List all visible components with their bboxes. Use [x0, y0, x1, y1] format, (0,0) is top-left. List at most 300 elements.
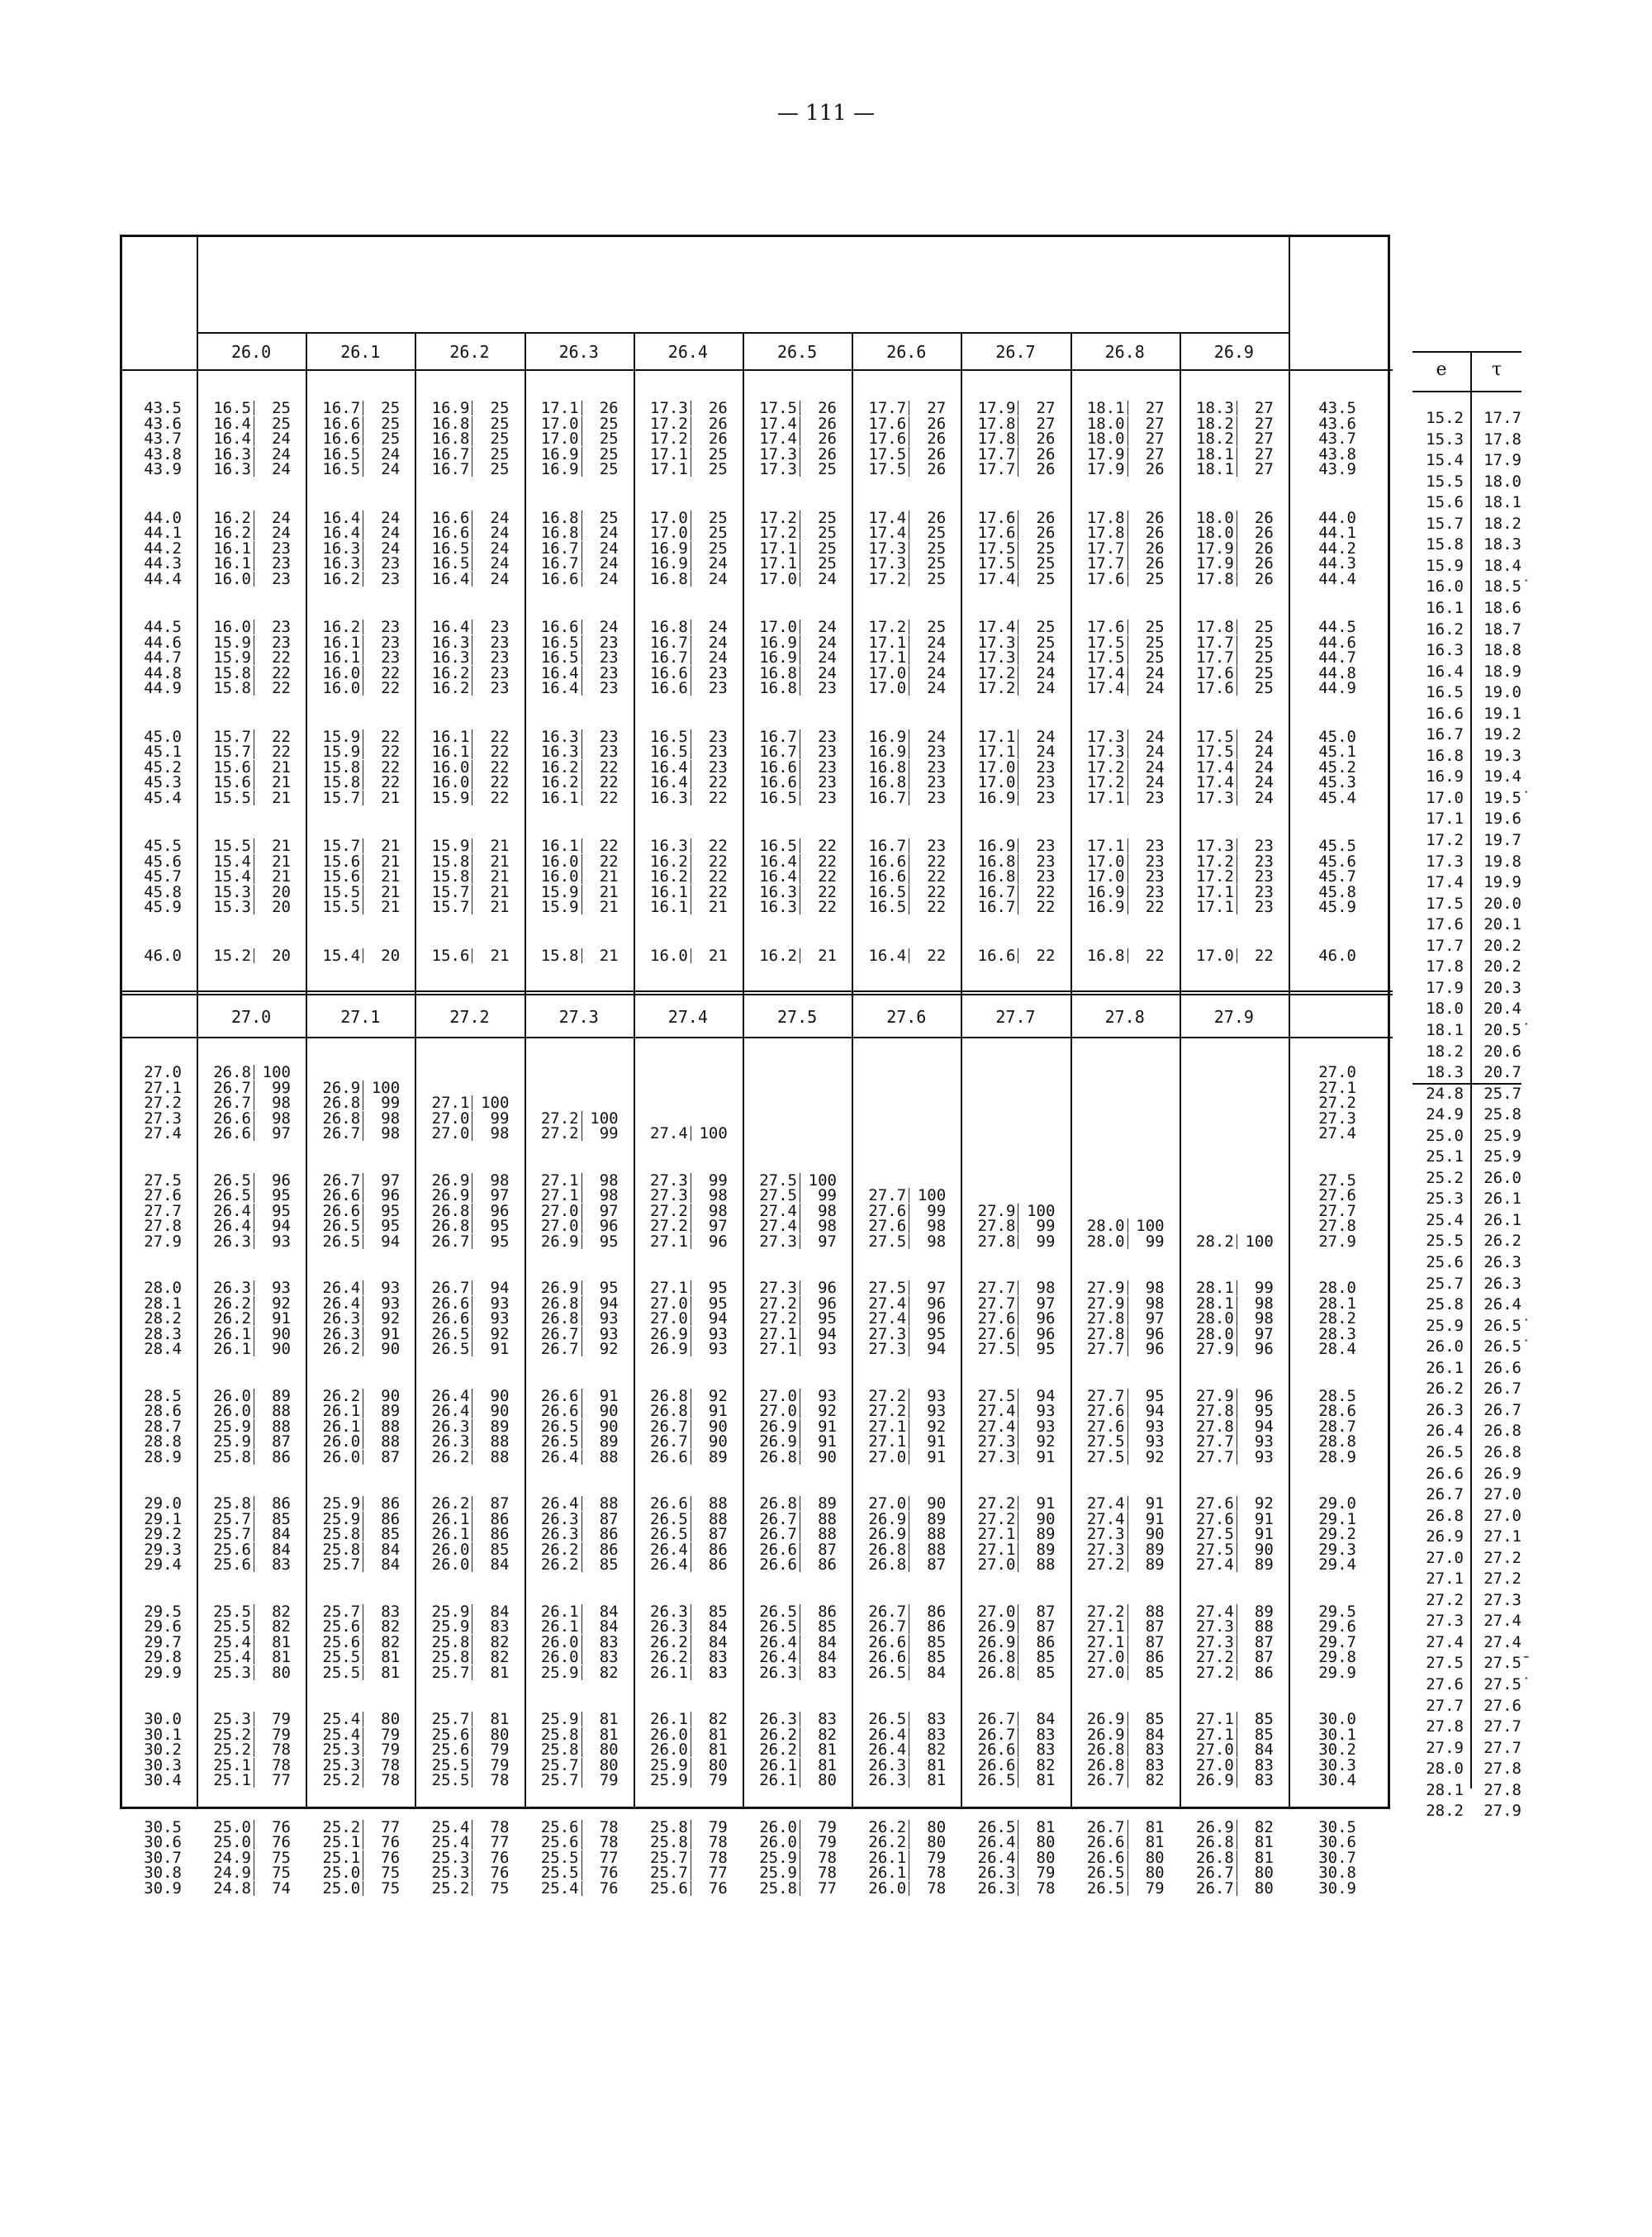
table-cell — [1074, 633, 1165, 652]
vapor-pressure-value: 27.3 — [746, 1280, 800, 1295]
table-cell — [309, 1232, 401, 1251]
relative-humidity-value: 26 — [1254, 508, 1274, 527]
wet-bulb-column-header: 26.0 — [231, 342, 272, 362]
relative-humidity-value: 100 — [590, 1109, 619, 1128]
table-cell — [200, 1648, 291, 1666]
vapor-pressure-value: 27.1 — [964, 1542, 1018, 1557]
vapor-pressure-value: 25.8 — [200, 1450, 254, 1465]
vapor-pressure-value: 17.4 — [1074, 666, 1128, 681]
table-cell — [964, 1540, 1056, 1559]
table-cell — [418, 633, 510, 652]
side-tau-value: 18.9 — [1483, 662, 1521, 681]
relative-humidity-value: 24 — [381, 460, 401, 478]
table-cell — [1183, 414, 1274, 433]
relative-humidity-value: 83 — [708, 1663, 728, 1682]
vapor-pressure-value: 26.3 — [418, 1434, 472, 1449]
table-cell — [637, 1648, 728, 1666]
table-cell — [746, 399, 837, 417]
dry-bulb-value: 43.8 — [144, 444, 182, 463]
relative-humidity-value: 89 — [1036, 1525, 1056, 1543]
relative-humidity-value: 84 — [599, 1602, 619, 1621]
relative-humidity-value: 98 — [927, 1232, 947, 1251]
relative-humidity-value: 98 — [490, 1171, 510, 1190]
table-cell — [528, 1864, 619, 1882]
relative-humidity-value: 95 — [490, 1232, 510, 1251]
vapor-pressure-value: 26.7 — [528, 1327, 582, 1342]
table-cell — [855, 1540, 947, 1559]
table-cell — [200, 554, 291, 572]
side-e-value: 25.4 — [1426, 1210, 1464, 1229]
relative-humidity-value: 86 — [272, 1447, 291, 1466]
vapor-pressure-value: 16.9 — [855, 729, 909, 744]
vapor-pressure-value: 17.2 — [1183, 854, 1237, 869]
relative-humidity-value: 24 — [381, 444, 401, 463]
table-cell — [1074, 1878, 1165, 1897]
vapor-pressure-value: 26.4 — [418, 1403, 472, 1418]
vapor-pressure-value: 16.6 — [528, 620, 582, 634]
table-cell — [528, 1324, 619, 1343]
table-cell — [637, 460, 728, 478]
column-divider — [525, 369, 526, 995]
vapor-pressure-value: 15.4 — [309, 948, 363, 963]
table-cell — [200, 852, 291, 871]
column-divider — [1180, 369, 1181, 995]
relative-humidity-value: 91 — [708, 1402, 728, 1420]
relative-humidity-value: 95 — [599, 1232, 619, 1251]
vapor-pressure-value: 16.0 — [418, 775, 472, 790]
table-cell — [1074, 1324, 1165, 1343]
dry-bulb-value: 30.9 — [1318, 1878, 1356, 1897]
vapor-pressure-value: 27.8 — [1074, 1327, 1128, 1342]
vapor-pressure-value: 16.3 — [200, 447, 254, 462]
table-cell — [200, 1755, 291, 1774]
relative-humidity-value: 96 — [381, 1186, 401, 1204]
relative-humidity-value: 25 — [599, 508, 619, 527]
table-cell — [309, 1494, 401, 1513]
table-cell — [1183, 524, 1274, 542]
table-cell — [855, 1878, 947, 1897]
relative-humidity-value: 88 — [272, 1417, 291, 1436]
relative-humidity-value: 25 — [927, 539, 947, 558]
table-cell — [200, 837, 291, 855]
vapor-pressure-value: 17.6 — [964, 525, 1018, 540]
side-tau-value: 26.6 — [1483, 1358, 1521, 1377]
dry-bulb-value: 30.7 — [1318, 1848, 1356, 1867]
table-cell — [528, 1817, 619, 1836]
vapor-pressure-value: 26.4 — [200, 1218, 254, 1233]
table-cell — [855, 727, 947, 746]
vapor-pressure-value: 27.0 — [1183, 1742, 1237, 1757]
vapor-pressure-value: 27.1 — [855, 1419, 909, 1434]
vapor-pressure-value: 25.2 — [309, 1820, 363, 1835]
table-cell — [418, 554, 510, 572]
vapor-pressure-value: 27.1 — [1183, 1712, 1237, 1726]
table-cell — [637, 1848, 728, 1867]
relative-humidity-value: 79 — [818, 1833, 837, 1851]
relative-humidity-value: 22 — [490, 773, 510, 791]
table-cell — [528, 1279, 619, 1297]
table-cell — [964, 727, 1056, 746]
relative-humidity-value: 76 — [381, 1848, 401, 1867]
table-cell — [309, 1509, 401, 1528]
relative-humidity-value: 25 — [708, 444, 728, 463]
vapor-pressure-value: 25.4 — [418, 1820, 472, 1835]
dry-bulb-value: 45.2 — [144, 758, 182, 777]
table-cell — [1183, 1878, 1274, 1897]
vapor-pressure-value: 16.6 — [637, 666, 691, 681]
relative-humidity-value: 27 — [1145, 444, 1165, 463]
vapor-pressure-value: 16.4 — [637, 775, 691, 790]
vapor-pressure-value: 26.8 — [1074, 1758, 1128, 1773]
relative-humidity-value: 99 — [599, 1124, 619, 1142]
vapor-pressure-value: 26.7 — [746, 1512, 800, 1527]
vapor-pressure-value: 26.0 — [855, 1881, 909, 1896]
vapor-pressure-value: 27.1 — [637, 1280, 691, 1295]
table-cell — [746, 852, 837, 871]
vapor-pressure-value: 25.7 — [637, 1850, 691, 1865]
table-cell — [855, 460, 947, 478]
vapor-pressure-value: 16.1 — [418, 729, 472, 744]
relative-humidity-value: 80 — [272, 1663, 291, 1682]
vapor-pressure-value: 25.6 — [309, 1619, 363, 1634]
relative-humidity-value: 22 — [1036, 898, 1056, 916]
column-divider — [415, 369, 416, 995]
table-cell — [964, 1710, 1056, 1728]
side-tau-value: 17.9 — [1483, 451, 1521, 470]
relative-humidity-value: 24 — [599, 569, 619, 588]
relative-humidity-value: 26 — [1254, 554, 1274, 572]
relative-humidity-value: 81 — [272, 1632, 291, 1651]
relative-humidity-value: 78 — [272, 1741, 291, 1759]
table-cell — [309, 1663, 401, 1682]
relative-humidity-value: 23 — [381, 633, 401, 652]
table-cell — [1074, 1340, 1165, 1358]
vapor-pressure-value: 15.8 — [418, 869, 472, 884]
side-e-value: 16.7 — [1426, 725, 1464, 744]
vapor-pressure-value: 17.0 — [855, 666, 909, 681]
relative-humidity-value: 93 — [381, 1279, 401, 1297]
vapor-pressure-value: 26.9 — [746, 1434, 800, 1449]
relative-humidity-value: 25 — [1036, 539, 1056, 558]
vapor-pressure-value: 17.4 — [964, 620, 1018, 634]
vapor-pressure-value: 16.1 — [528, 838, 582, 853]
vapor-pressure-value: 25.3 — [418, 1850, 472, 1865]
relative-humidity-value: 86 — [818, 1555, 837, 1574]
table-cell — [1074, 618, 1165, 636]
side-e-value: 26.0 — [1426, 1337, 1464, 1356]
vapor-pressure-value: 26.2 — [418, 1450, 472, 1465]
vapor-pressure-value: 25.6 — [637, 1881, 691, 1896]
relative-humidity-value: 84 — [927, 1663, 947, 1682]
table-cell — [1074, 1540, 1165, 1559]
vapor-pressure-value: 25.8 — [528, 1727, 582, 1742]
table-cell — [637, 1755, 728, 1774]
dry-bulb-value: 28.9 — [144, 1447, 182, 1466]
relative-humidity-value: 89 — [927, 1509, 947, 1528]
relative-humidity-value: 80 — [490, 1725, 510, 1744]
table-cell — [200, 1324, 291, 1343]
dry-bulb-value: 28.7 — [1318, 1417, 1356, 1436]
table-cell — [637, 1186, 728, 1204]
vapor-pressure-value: 27.5 — [855, 1234, 909, 1249]
relative-humidity-value: 80 — [1254, 1878, 1274, 1897]
relative-humidity-value: 23 — [272, 539, 291, 558]
dry-bulb-value: 27.8 — [1318, 1217, 1356, 1235]
side-tau-value: 19.8 — [1483, 852, 1521, 871]
vapor-pressure-value: 17.2 — [746, 511, 800, 525]
dry-bulb-value: 44.8 — [144, 663, 182, 682]
vapor-pressure-value: 17.0 — [528, 431, 582, 446]
relative-humidity-value: 95 — [818, 1309, 837, 1327]
vapor-pressure-value: 27.3 — [637, 1173, 691, 1188]
relative-humidity-value: 100 — [699, 1124, 728, 1142]
side-tau-value: 27.1 — [1483, 1527, 1521, 1546]
table-cell — [855, 1309, 947, 1327]
relative-humidity-value: 25 — [1145, 618, 1165, 636]
table-cell — [309, 1294, 401, 1313]
table-cell — [1183, 1232, 1274, 1251]
relative-humidity-value: 78 — [708, 1833, 728, 1851]
relative-humidity-value: 24 — [927, 679, 947, 697]
vapor-pressure-value: 27.2 — [746, 1296, 800, 1311]
relative-humidity-value: 78 — [599, 1833, 619, 1851]
side-tau-value: 20.6 — [1483, 1042, 1521, 1061]
relative-humidity-value: 87 — [1145, 1617, 1165, 1636]
table-cell — [637, 773, 728, 791]
table-cell — [1183, 1279, 1274, 1297]
side-e-value: 27.6 — [1426, 1675, 1464, 1693]
relative-humidity-value: 21 — [490, 898, 510, 916]
dry-bulb-value: 30.0 — [144, 1710, 182, 1728]
vapor-pressure-value: 16.5 — [855, 900, 909, 914]
vapor-pressure-value: 27.2 — [855, 1389, 909, 1403]
vapor-pressure-value: 18.0 — [1074, 431, 1128, 446]
vapor-pressure-value: 26.1 — [637, 1712, 691, 1726]
side-tau-value: 20.2 — [1483, 936, 1521, 955]
vapor-pressure-value: 16.4 — [855, 948, 909, 963]
table-cell — [746, 539, 837, 558]
relative-humidity-value: 22 — [599, 837, 619, 855]
vapor-pressure-value: 16.4 — [309, 511, 363, 525]
vapor-pressure-value: 25.5 — [309, 1665, 363, 1680]
relative-humidity-value: 24 — [490, 508, 510, 527]
relative-humidity-value: 22 — [381, 758, 401, 777]
vapor-pressure-value: 27.9 — [1183, 1342, 1237, 1356]
vapor-pressure-value: 16.2 — [637, 869, 691, 884]
table-cell — [964, 852, 1056, 871]
relative-humidity-value: 23 — [1145, 788, 1165, 807]
vapor-pressure-value: 26.4 — [637, 1542, 691, 1557]
table-cell — [637, 1217, 728, 1235]
table-cell — [1183, 679, 1274, 697]
relative-humidity-value: 92 — [927, 1417, 947, 1436]
table-cell — [1074, 460, 1165, 478]
relative-humidity-value: 22 — [1036, 882, 1056, 901]
table-cell — [964, 758, 1056, 777]
table-cell — [200, 430, 291, 448]
relative-humidity-value: 23 — [708, 679, 728, 697]
vapor-pressure-value: 26.6 — [528, 1403, 582, 1418]
table-cell — [200, 679, 291, 697]
table-cell — [964, 444, 1056, 463]
vapor-pressure-value: 16.3 — [528, 744, 582, 759]
relative-humidity-value: 81 — [599, 1725, 619, 1744]
table-cell — [309, 1602, 401, 1621]
side-tau-value: 26.7 — [1483, 1400, 1521, 1419]
table-cell — [855, 1741, 947, 1759]
side-e-value: 28.0 — [1426, 1760, 1464, 1779]
relative-humidity-value: 24 — [381, 508, 401, 527]
relative-humidity-value: 21 — [490, 946, 510, 965]
vapor-pressure-value: 27.5 — [1074, 1434, 1128, 1449]
relative-humidity-value: 90 — [927, 1494, 947, 1513]
vapor-pressure-value: 16.4 — [200, 416, 254, 431]
vapor-pressure-value: 27.2 — [1074, 1604, 1128, 1619]
relative-humidity-value: 91 — [1036, 1447, 1056, 1466]
table-cell — [637, 1324, 728, 1343]
dry-bulb-value: 45.4 — [144, 788, 182, 807]
table-cell — [855, 1417, 947, 1436]
table-cell — [1074, 1386, 1165, 1405]
side-e-value: 25.8 — [1426, 1295, 1464, 1314]
relative-humidity-value: 26 — [1145, 508, 1165, 527]
table-cell — [746, 1324, 837, 1343]
side-group-rule — [1412, 1083, 1521, 1085]
relative-humidity-value: 24 — [272, 508, 291, 527]
side-head-e: e — [1436, 359, 1447, 380]
relative-humidity-value: 85 — [1254, 1725, 1274, 1744]
table-cell — [1074, 414, 1165, 433]
vapor-pressure-value: 16.4 — [746, 854, 800, 869]
table-cell — [746, 524, 837, 542]
vapor-pressure-value: 26.7 — [418, 1280, 472, 1295]
table-cell — [528, 1848, 619, 1867]
relative-humidity-value: 93 — [708, 1324, 728, 1343]
relative-humidity-value: 80 — [381, 1710, 401, 1728]
dry-bulb-value: 29.0 — [144, 1494, 182, 1513]
table-cell — [637, 1509, 728, 1528]
table-cell — [309, 1710, 401, 1728]
dry-bulb-value: 27.1 — [144, 1078, 182, 1097]
relative-humidity-value: 20 — [381, 946, 401, 965]
table-cell — [309, 1279, 401, 1297]
table-cell — [1183, 946, 1274, 965]
relative-humidity-value: 27 — [1254, 414, 1274, 433]
side-tau-value: 18.5̇ — [1483, 577, 1521, 596]
relative-humidity-value: 80 — [1036, 1833, 1056, 1851]
relative-humidity-value: 22 — [381, 663, 401, 682]
table-cell — [528, 399, 619, 417]
vapor-pressure-value: 16.0 — [637, 948, 691, 963]
relative-humidity-value: 25 — [818, 539, 837, 558]
dry-bulb-value: 28.4 — [144, 1340, 182, 1358]
relative-humidity-value: 86 — [708, 1540, 728, 1559]
relative-humidity-value: 25 — [272, 414, 291, 433]
table-cell — [418, 1525, 510, 1543]
relative-humidity-value: 25 — [1254, 663, 1274, 682]
vapor-pressure-value: 27.4 — [637, 1126, 691, 1141]
relative-humidity-value: 86 — [490, 1525, 510, 1543]
relative-humidity-value: 86 — [599, 1525, 619, 1543]
vapor-pressure-value: 26.5 — [528, 1434, 582, 1449]
dry-bulb-value: 28.5 — [1318, 1386, 1356, 1405]
vapor-pressure-value: 15.8 — [418, 854, 472, 869]
vapor-pressure-value: 27.0 — [855, 1450, 909, 1465]
vapor-pressure-value: 15.9 — [309, 729, 363, 744]
relative-humidity-value: 93 — [490, 1309, 510, 1327]
table-cell — [964, 788, 1056, 807]
vapor-pressure-value: 27.0 — [1074, 1650, 1128, 1665]
table-cell — [637, 837, 728, 855]
table-cell — [964, 618, 1056, 636]
vapor-pressure-value: 16.9 — [964, 838, 1018, 853]
table-cell — [1183, 1525, 1274, 1543]
relative-humidity-value: 25 — [599, 430, 619, 448]
table-cell — [1183, 1817, 1274, 1836]
relative-humidity-value: 98 — [1145, 1294, 1165, 1313]
table-cell — [418, 1833, 510, 1851]
table-cell — [309, 1555, 401, 1574]
column-divider — [1070, 995, 1072, 1807]
side-tau-value: 26.3 — [1483, 1253, 1521, 1271]
table-cell — [309, 852, 401, 871]
table-cell — [746, 1725, 837, 1744]
dry-bulb-value: 29.1 — [1318, 1509, 1356, 1528]
relative-humidity-value: 23 — [1036, 837, 1056, 855]
relative-humidity-value: 85 — [1036, 1648, 1056, 1666]
vapor-pressure-value: 27.8 — [1183, 1403, 1237, 1418]
table-cell — [637, 648, 728, 667]
relative-humidity-value: 89 — [1145, 1540, 1165, 1559]
table-cell — [746, 1710, 837, 1728]
vapor-pressure-value: 26.4 — [746, 1635, 800, 1650]
relative-humidity-value: 26 — [1036, 444, 1056, 463]
relative-humidity-value: 26 — [818, 444, 837, 463]
side-tau-value: 20.3 — [1483, 978, 1521, 997]
vapor-pressure-value: 17.9 — [964, 401, 1018, 416]
table-cell — [528, 1632, 619, 1651]
vapor-pressure-value: 25.8 — [746, 1881, 800, 1896]
table-cell — [855, 1279, 947, 1297]
table-cell — [637, 946, 728, 965]
dry-bulb-value: 44.5 — [1318, 618, 1356, 636]
vapor-pressure-value: 26.3 — [528, 1512, 582, 1527]
dry-bulb-value: 45.5 — [144, 837, 182, 855]
side-tau-value: 26.5̇ — [1483, 1316, 1521, 1335]
table-cell — [746, 1632, 837, 1651]
table-cell — [855, 663, 947, 682]
psychrometer-table — [120, 235, 1390, 1897]
vapor-pressure-value: 15.9 — [418, 791, 472, 805]
vapor-pressure-value: 26.7 — [418, 1234, 472, 1249]
table-cell — [418, 524, 510, 542]
relative-humidity-value: 96 — [599, 1217, 619, 1235]
wet-bulb-column-header: 26.3 — [558, 342, 599, 362]
vapor-pressure-value: 26.2 — [309, 1389, 363, 1403]
vapor-pressure-value: 27.2 — [1183, 1665, 1237, 1680]
table-cell — [1074, 788, 1165, 807]
table-cell — [1074, 1279, 1165, 1297]
relative-humidity-value: 26 — [818, 399, 837, 417]
relative-humidity-value: 96 — [1254, 1340, 1274, 1358]
vapor-pressure-value: 17.6 — [1074, 572, 1128, 587]
vapor-pressure-value: 15.5 — [200, 838, 254, 853]
vapor-pressure-value: 28.2 — [1183, 1234, 1237, 1249]
table-cell — [418, 679, 510, 697]
table-cell — [528, 1555, 619, 1574]
table-cell — [528, 663, 619, 682]
side-tau-value: 27.2 — [1483, 1570, 1521, 1589]
